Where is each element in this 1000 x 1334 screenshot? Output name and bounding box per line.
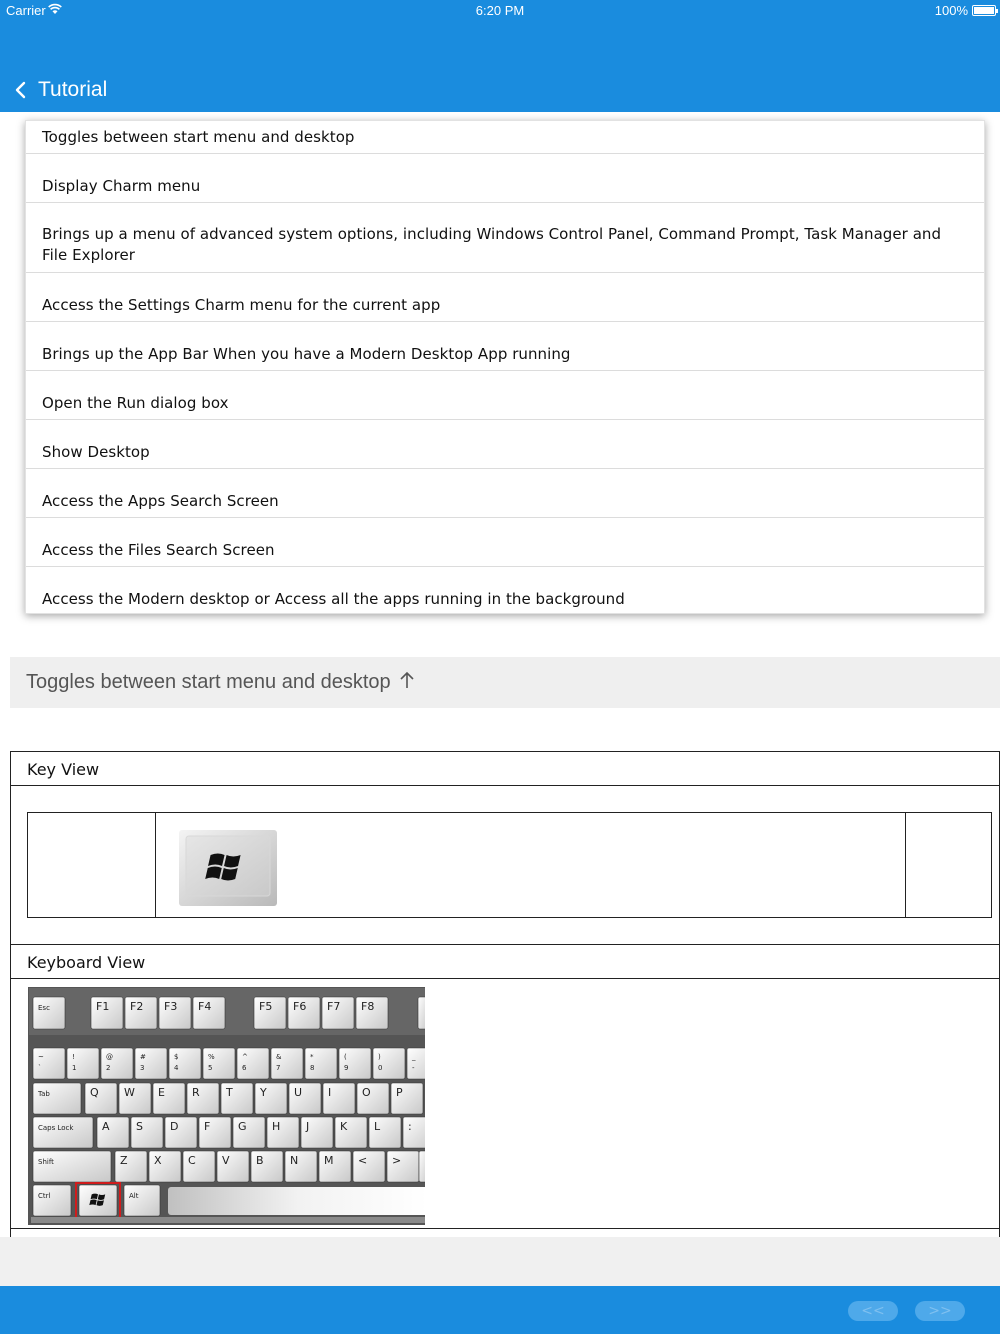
svg-text:6: 6: [242, 1064, 247, 1072]
number-key: [237, 1048, 269, 1079]
battery-percent: 100%: [934, 3, 968, 18]
function-key: [91, 997, 123, 1029]
svg-text:G: G: [238, 1120, 247, 1133]
svg-text:`: `: [38, 1064, 42, 1072]
svg-text:T: T: [226, 1086, 233, 1099]
letter-key: [369, 1117, 401, 1148]
svg-text:Ctrl: Ctrl: [38, 1192, 51, 1200]
svg-text:&: &: [276, 1053, 282, 1061]
svg-text:B: B: [256, 1154, 264, 1167]
svg-text:R: R: [192, 1086, 200, 1099]
bottom-toolbar: [0, 1286, 1000, 1334]
function-key: [288, 997, 320, 1029]
svg-text:C: C: [188, 1154, 196, 1167]
shortcut-list: [25, 120, 985, 614]
svg-text:E: E: [158, 1086, 165, 1099]
list-item[interactable]: Brings up a menu of advanced system options, including Windows Control Panel, Command Prompt, Task Manager and File Explorer: [26, 203, 984, 273]
list-item[interactable]: Open the Run dialog box: [26, 371, 984, 420]
svg-text:_: _: [412, 1053, 416, 1061]
svg-text:V: V: [222, 1154, 230, 1167]
letter-key: [391, 1083, 423, 1114]
svg-text:F3: F3: [164, 1000, 178, 1013]
key-cell-empty: [905, 813, 991, 917]
letter-key: [85, 1083, 117, 1114]
function-key: [254, 997, 286, 1029]
letter-key: [267, 1117, 299, 1148]
svg-text:0: 0: [378, 1064, 383, 1072]
list-item[interactable]: Display Charm menu: [26, 154, 984, 203]
svg-text:O: O: [362, 1086, 371, 1099]
function-key: [322, 997, 354, 1029]
svg-text:H: H: [272, 1120, 281, 1133]
svg-text:3: 3: [140, 1064, 145, 1072]
letter-key: [387, 1151, 419, 1182]
number-key: [33, 1048, 65, 1079]
svg-text:F: F: [204, 1120, 211, 1133]
letter-key: [289, 1083, 321, 1114]
shift-key: [33, 1151, 111, 1182]
function-key: [125, 997, 157, 1029]
svg-text:X: X: [154, 1154, 162, 1167]
letter-key: [285, 1151, 317, 1182]
keyboard-view-heading: Keyboard View: [11, 945, 999, 979]
svg-text:J: J: [306, 1120, 310, 1133]
status-time: 6:20 PM: [475, 3, 525, 18]
svg-text:P: P: [396, 1086, 403, 1099]
svg-text:#: #: [140, 1053, 146, 1061]
list-item[interactable]: Show Desktop: [26, 420, 984, 469]
svg-text:<: <: [358, 1154, 368, 1167]
letter-key: [319, 1151, 351, 1182]
svg-text:Shift: Shift: [38, 1158, 54, 1166]
key-view-box: [27, 812, 992, 918]
content-footer-band: [0, 1237, 1000, 1286]
letter-key: [233, 1117, 265, 1148]
letter-key: [357, 1083, 389, 1114]
battery-icon: [972, 5, 996, 16]
svg-text:K: K: [340, 1120, 348, 1133]
chevron-left-icon: [12, 78, 30, 102]
svg-text:9: 9: [344, 1064, 349, 1072]
function-key: [356, 997, 388, 1029]
svg-text:F1: F1: [96, 1000, 110, 1013]
topic-selector[interactable]: [10, 657, 1000, 708]
page-title: Tutorial: [38, 78, 108, 101]
svg-text:!: !: [72, 1053, 75, 1061]
arrow-up-icon: [399, 670, 415, 690]
letter-key: [131, 1117, 163, 1148]
letter-key: [199, 1117, 231, 1148]
svg-text:7: 7: [276, 1064, 281, 1072]
divider: [11, 1228, 999, 1229]
number-key: [373, 1048, 405, 1079]
svg-text:8: 8: [310, 1064, 315, 1072]
svg-text:Alt: Alt: [129, 1192, 139, 1200]
number-key: [169, 1048, 201, 1079]
alt-key: [124, 1185, 160, 1216]
ctrl-key: [33, 1185, 71, 1216]
svg-text:*: *: [310, 1053, 314, 1061]
svg-text:(: (: [344, 1053, 347, 1061]
carrier-label: Carrier: [6, 3, 46, 18]
letter-key: [149, 1151, 181, 1182]
back-button[interactable]: [12, 72, 107, 108]
previous-button[interactable]: <<: [848, 1301, 898, 1321]
svg-text:I: I: [328, 1086, 332, 1099]
svg-text:F2: F2: [130, 1000, 144, 1013]
svg-text::: :: [408, 1120, 412, 1133]
svg-text:N: N: [290, 1154, 299, 1167]
list-item[interactable]: Access the Modern desktop or Access all the apps running in the background: [42, 590, 625, 608]
letter-key: [221, 1083, 253, 1114]
svg-text:L: L: [374, 1120, 381, 1133]
number-key: [339, 1048, 371, 1079]
letter-key: [255, 1083, 287, 1114]
keyboard-image: [28, 987, 425, 1225]
function-key: [193, 997, 225, 1029]
svg-text:): ): [378, 1053, 381, 1061]
list-item[interactable]: Access the Settings Charm menu for the current app: [26, 273, 984, 322]
key-view-heading: Key View: [11, 752, 999, 786]
svg-text:^: ^: [242, 1053, 248, 1061]
svg-text:Y: Y: [260, 1086, 267, 1099]
svg-text:F4: F4: [198, 1000, 212, 1013]
windows-key-image: [179, 830, 277, 906]
selected-topic-label: Toggles between start menu and desktop: [26, 671, 391, 693]
svg-text:Q: Q: [90, 1086, 99, 1099]
svg-text:4: 4: [174, 1064, 179, 1072]
function-key: [33, 997, 65, 1029]
letter-key: [335, 1117, 367, 1148]
letter-key: [97, 1117, 129, 1148]
letter-key: [187, 1083, 219, 1114]
number-key: [305, 1048, 337, 1079]
function-key: [418, 997, 425, 1029]
letter-key: [301, 1117, 333, 1148]
svg-text:5: 5: [208, 1064, 213, 1072]
svg-text:Caps Lock: Caps Lock: [38, 1124, 74, 1132]
svg-text:F5: F5: [259, 1000, 273, 1013]
letter-key: [153, 1083, 185, 1114]
status-bar: [0, 0, 1000, 22]
svg-text:F8: F8: [361, 1000, 375, 1013]
number-key: [203, 1048, 235, 1079]
key-cell-empty: [28, 813, 156, 917]
svg-text:S: S: [136, 1120, 143, 1133]
letter-key: [251, 1151, 283, 1182]
letter-key: [403, 1117, 425, 1148]
svg-text:%: %: [208, 1053, 215, 1061]
svg-text:2: 2: [106, 1064, 111, 1072]
svg-text:Z: Z: [120, 1154, 128, 1167]
svg-text:@: @: [106, 1053, 113, 1061]
next-button[interactable]: >>: [915, 1301, 965, 1321]
letter-key: [217, 1151, 249, 1182]
svg-text:-: -: [412, 1064, 415, 1072]
letter-key: [353, 1151, 385, 1182]
letter-key: [115, 1151, 147, 1182]
number-key: [407, 1048, 425, 1079]
spacebar-key: [168, 1187, 425, 1215]
svg-text:M: M: [324, 1154, 334, 1167]
letter-key: [183, 1151, 215, 1182]
number-key: [67, 1048, 99, 1079]
letter-key: [323, 1083, 355, 1114]
app-header: [0, 0, 1000, 112]
tab-key: [33, 1083, 81, 1114]
svg-text:F7: F7: [327, 1000, 341, 1013]
svg-text:W: W: [124, 1086, 135, 1099]
letter-key: [165, 1117, 197, 1148]
shortcut-detail-table: [10, 751, 1000, 1237]
svg-text:$: $: [174, 1053, 179, 1061]
number-key: [101, 1048, 133, 1079]
number-key: [271, 1048, 303, 1079]
svg-text:Esc: Esc: [38, 1004, 50, 1012]
list-item[interactable]: Toggles between start menu and desktop: [26, 121, 984, 154]
function-key: [159, 997, 191, 1029]
letter-key: [419, 1151, 425, 1182]
svg-text:A: A: [102, 1120, 110, 1133]
letter-key: [119, 1083, 151, 1114]
svg-text:U: U: [294, 1086, 303, 1099]
svg-text:Tab: Tab: [38, 1090, 50, 1098]
svg-text:~: ~: [38, 1053, 44, 1061]
caps-lock-key: [33, 1117, 93, 1148]
list-item[interactable]: Brings up the App Bar When you have a Modern Desktop App running: [26, 322, 984, 371]
svg-text:>: >: [392, 1154, 402, 1167]
svg-text:D: D: [170, 1120, 179, 1133]
svg-text:F6: F6: [293, 1000, 307, 1013]
list-item[interactable]: Access the Apps Search Screen: [26, 469, 984, 518]
list-item[interactable]: Access the Files Search Screen: [26, 518, 984, 567]
svg-text:1: 1: [72, 1064, 77, 1072]
number-key: [135, 1048, 167, 1079]
